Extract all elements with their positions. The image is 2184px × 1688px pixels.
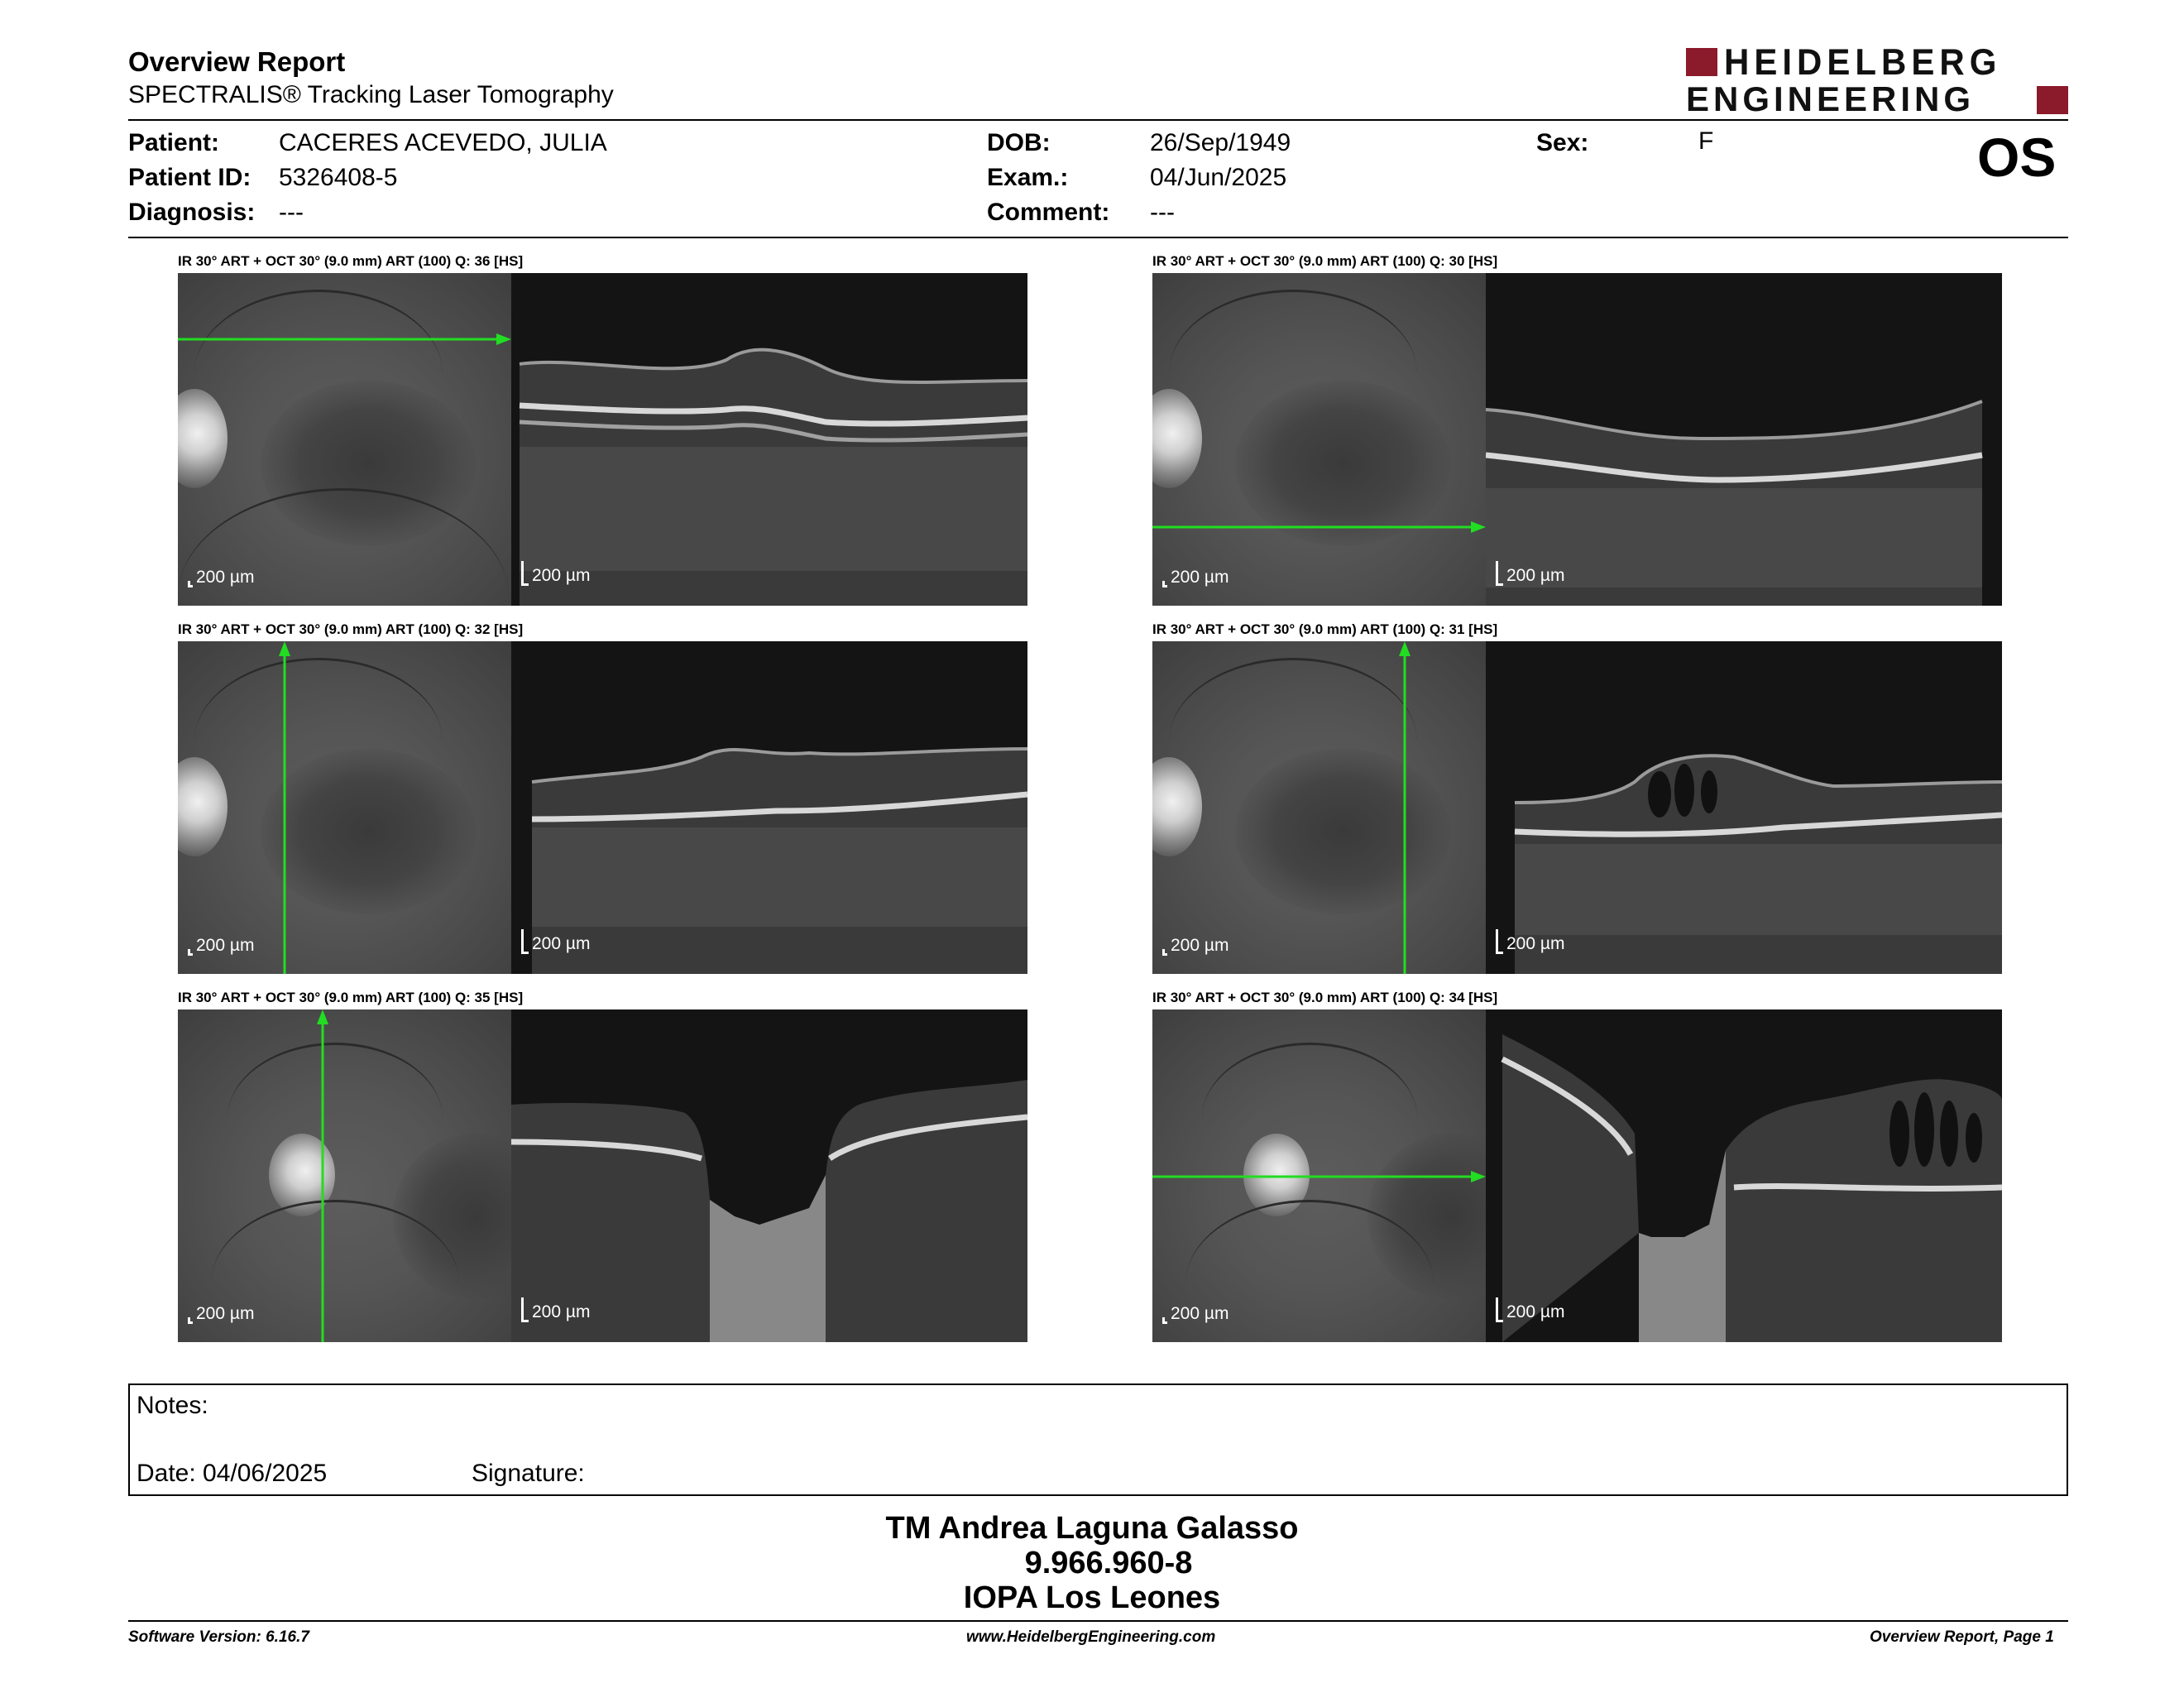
signature-label: Signature: — [472, 1460, 585, 1487]
fundus-scale-bar — [1162, 568, 1228, 587]
oct-scale-label: 200 µm — [532, 566, 591, 585]
scale-tick — [1496, 1297, 1503, 1322]
scan-line — [1152, 1009, 1486, 1342]
panel-1-oct-image[interactable] — [511, 273, 1027, 606]
scale-tick — [1162, 1317, 1167, 1324]
scale-tick — [188, 1317, 193, 1324]
logo-line1: HEIDELBERG — [1724, 41, 2002, 83]
scale-tick — [188, 581, 193, 587]
oct-bscan — [511, 641, 1027, 974]
software-version: Software Version: 6.16.7 — [128, 1628, 309, 1646]
fundus-scale-bar — [188, 936, 254, 956]
website-link[interactable]: www.HeidelbergEngineering.com — [966, 1628, 1216, 1646]
oct-scale-label: 200 µm — [1506, 566, 1565, 585]
comment-label: Comment: — [987, 199, 1110, 226]
panel-2-oct-image[interactable] — [1486, 273, 2002, 606]
scan-line — [178, 641, 511, 974]
oct-scale-bar — [521, 929, 590, 954]
scale-tick — [521, 1297, 529, 1322]
scale-tick — [1496, 561, 1503, 586]
footer-rule — [128, 1620, 2068, 1622]
panel-6-oct-image[interactable] — [1486, 1009, 2002, 1342]
fundus-scale-label: 200 µm — [196, 936, 255, 955]
oct-scale-bar — [1496, 561, 1564, 586]
panel-6-caption: IR 30° ART + OCT 30° (9.0 mm) ART (100) Q: 34 [HS] — [1152, 990, 1498, 1005]
oct-scale-label: 200 µm — [532, 1302, 591, 1321]
oct-scale-bar — [521, 561, 590, 586]
oct-scale-label: 200 µm — [1506, 1302, 1565, 1321]
oct-scale-bar — [1496, 1297, 1564, 1322]
oct-scale-bar — [1496, 929, 1564, 954]
fundus-scale-label: 200 µm — [196, 1304, 255, 1323]
patient-name: CACERES ACEVEDO, JULIA — [279, 129, 607, 156]
date-label: Date: 04/06/2025 — [136, 1460, 328, 1487]
panel-3-fundus-image[interactable] — [178, 641, 511, 974]
scan-line — [1152, 641, 1486, 974]
fundus-scale-bar — [188, 1304, 254, 1324]
signer-institution: IOPA Los Leones — [963, 1580, 1221, 1615]
header-rule — [128, 119, 2068, 121]
oct-bscan — [511, 273, 1027, 606]
panel-4-oct-image[interactable] — [1486, 641, 2002, 974]
oct-bscan — [1486, 1009, 2002, 1342]
sex-label: Sex: — [1536, 129, 1589, 156]
scan-line — [1152, 273, 1486, 606]
notes-label: Notes: — [136, 1392, 208, 1419]
patient-id: 5326408-5 — [279, 164, 398, 191]
oct-bscan — [1486, 641, 2002, 974]
panel-6-fundus-image[interactable] — [1152, 1009, 1486, 1342]
scale-tick — [1496, 929, 1503, 954]
diagnosis-value: --- — [279, 199, 304, 226]
scan-line — [178, 273, 511, 606]
eye-indicator: OS — [1977, 127, 2057, 188]
oct-bscan — [511, 1009, 1027, 1342]
scale-tick — [1162, 949, 1167, 956]
report-subtitle: SPECTRALIS® Tracking Laser Tomography — [128, 81, 614, 108]
oct-scale-bar — [521, 1297, 590, 1322]
logo-square-bottom — [2037, 86, 2068, 114]
fundus-scale-bar — [188, 568, 254, 587]
panel-5-fundus-image[interactable] — [178, 1009, 511, 1342]
panel-5-oct-image[interactable] — [511, 1009, 1027, 1342]
exam-date: 04/Jun/2025 — [1150, 164, 1287, 191]
dob-value: 26/Sep/1949 — [1150, 129, 1291, 156]
sex-value: F — [1698, 127, 1714, 155]
panel-1-fundus-image[interactable] — [178, 273, 511, 606]
info-rule — [128, 237, 2068, 238]
page-indicator: Overview Report, Page 1 — [1870, 1628, 2054, 1646]
scale-tick — [188, 949, 193, 956]
panel-2-caption: IR 30° ART + OCT 30° (9.0 mm) ART (100) Q: 30 [HS] — [1152, 253, 1498, 269]
panel-4-fundus-image[interactable] — [1152, 641, 1486, 974]
patient-id-label: Patient ID: — [128, 164, 251, 191]
scale-tick — [1162, 581, 1167, 587]
patient-label: Patient: — [128, 129, 220, 156]
panel-3-oct-image[interactable] — [511, 641, 1027, 974]
signer-name: TM Andrea Laguna Galasso — [885, 1511, 1299, 1546]
report-title: Overview Report — [128, 46, 346, 77]
panel-3-caption: IR 30° ART + OCT 30° (9.0 mm) ART (100) Q: 32 [HS] — [178, 621, 524, 637]
oct-scale-label: 200 µm — [1506, 934, 1565, 953]
fundus-scale-label: 200 µm — [196, 568, 255, 587]
fundus-scale-bar — [1162, 936, 1228, 956]
scan-line — [178, 1009, 511, 1342]
fundus-scale-bar — [1162, 1304, 1228, 1324]
scale-tick — [521, 561, 529, 586]
exam-label: Exam.: — [987, 164, 1069, 191]
panel-2-fundus-image[interactable] — [1152, 273, 1486, 606]
signer-id: 9.966.960-8 — [1024, 1546, 1193, 1580]
notes-box[interactable] — [128, 1383, 2068, 1496]
dob-label: DOB: — [987, 129, 1051, 156]
logo-square-top — [1686, 48, 1717, 76]
comment-value: --- — [1150, 199, 1175, 226]
scale-tick — [521, 929, 529, 954]
fundus-scale-label: 200 µm — [1171, 1304, 1229, 1323]
fundus-scale-label: 200 µm — [1171, 568, 1229, 587]
logo-line2: ENGINEERING — [1686, 79, 1976, 118]
heidelberg-logo — [1686, 43, 2068, 117]
panel-1-caption: IR 30° ART + OCT 30° (9.0 mm) ART (100) Q: 36 [HS] — [178, 253, 524, 269]
diagnosis-label: Diagnosis: — [128, 199, 256, 226]
panel-5-caption: IR 30° ART + OCT 30° (9.0 mm) ART (100) Q: 35 [HS] — [178, 990, 524, 1005]
panel-4-caption: IR 30° ART + OCT 30° (9.0 mm) ART (100) Q: 31 [HS] — [1152, 621, 1498, 637]
oct-scale-label: 200 µm — [532, 934, 591, 953]
oct-bscan — [1486, 273, 2002, 606]
fundus-scale-label: 200 µm — [1171, 936, 1229, 955]
